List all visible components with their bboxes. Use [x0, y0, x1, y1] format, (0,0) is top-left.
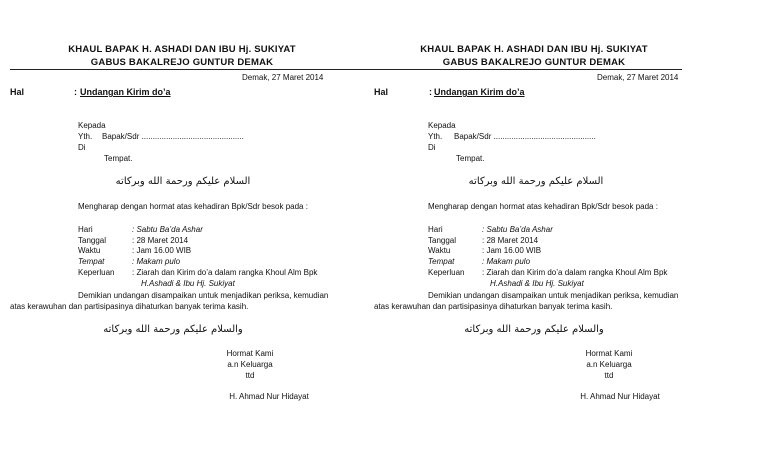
- recipient-tempat: Tempat.: [104, 154, 133, 163]
- closing-salam: والسلام عليكم ورحمة الله وبركاته: [464, 324, 604, 335]
- detail-value-keperluan: : Ziarah dan Kirim do’a dalam rangka Khoul Alm Bpk: [132, 268, 318, 277]
- closing-line-1: Demikian undangan disampaikan untuk menjadikan periksa, kemudian: [78, 291, 329, 300]
- detail-label-tempat: Tempat: [428, 257, 455, 266]
- closing-salam: والسلام عليكم ورحمة الله وبركاته: [103, 324, 243, 335]
- invitation-letter-right: [364, 0, 724, 466]
- closing-line-2: atas kerawuhan dan partisipasinya dihaturkan banyak terima kasih.: [374, 302, 613, 311]
- detail-label-tanggal: Tanggal: [78, 236, 107, 245]
- recipient-kepada: Kepada: [78, 121, 106, 130]
- signature-an-keluarga: a.n Keluarga: [586, 360, 632, 369]
- recipient-di: Di: [428, 143, 436, 152]
- opening-salam: السلام عليكم ورحمة الله وبركاته: [115, 176, 251, 187]
- signer-name: H. Ahmad Nur Hidayat: [229, 392, 309, 401]
- recipient-yth-label: Yth.: [78, 132, 93, 141]
- detail-label-waktu: Waktu: [78, 246, 101, 255]
- signer-name: H. Ahmad Nur Hidayat: [580, 392, 660, 401]
- detail-value-keperluan: : Ziarah dan Kirim do’a dalam rangka Khoul Alm Bpk: [482, 268, 668, 277]
- recipient-kepada: Kepada: [428, 121, 456, 130]
- subject-value: Undangan Kirim do’a: [434, 87, 525, 97]
- detail-value-keperluan-cont: H.Ashadi & Ibu Hj. Sukiyat: [141, 279, 235, 288]
- detail-label-keperluan: Keperluan: [78, 268, 115, 277]
- recipient-yth-label: Yth.: [428, 132, 443, 141]
- detail-value-waktu: : Jam 16.00 WIB: [132, 246, 192, 255]
- detail-value-tempat: : Makam pulo: [132, 257, 181, 266]
- subject-colon: :: [74, 87, 77, 97]
- invitation-letter-left: [10, 0, 370, 466]
- signature-hormat: Hormat Kami: [585, 349, 633, 358]
- letter-date: Demak, 27 Maret 2014: [597, 73, 679, 82]
- signature-hormat: Hormat Kami: [226, 349, 274, 358]
- intro-text: Mengharap dengan hormat atas kehadiran Bpk/Sdr besok pada :: [428, 202, 658, 211]
- subject-label: Hal: [374, 87, 389, 97]
- detail-value-tanggal: : 28 Maret 2014: [482, 236, 539, 245]
- letter-header-title: KHAUL BAPAK H. ASHADI DAN IBU Hj. SUKIYAT: [68, 44, 296, 55]
- intro-text: Mengharap dengan hormat atas kehadiran Bpk/Sdr besok pada :: [78, 202, 308, 211]
- letter-header-address: GABUS BAKALREJO GUNTUR DEMAK: [90, 57, 274, 68]
- detail-label-hari: Hari: [428, 225, 443, 234]
- detail-value-tempat: : Makam pulo: [482, 257, 531, 266]
- recipient-yth-value: Bapak/Sdr ..............................................: [454, 132, 596, 141]
- detail-label-waktu: Waktu: [428, 246, 451, 255]
- signature-ttd: ttd: [245, 371, 255, 380]
- detail-value-tanggal: : 28 Maret 2014: [132, 236, 189, 245]
- closing-line-2: atas kerawuhan dan partisipasinya dihaturkan banyak terima kasih.: [10, 302, 249, 311]
- detail-label-tanggal: Tanggal: [428, 236, 457, 245]
- letter-header-address: GABUS BAKALREJO GUNTUR DEMAK: [442, 57, 626, 68]
- header-divider: [364, 69, 682, 70]
- detail-value-hari: : Sabtu Ba’da Ashar: [482, 225, 553, 234]
- recipient-di: Di: [78, 143, 86, 152]
- signature-ttd: ttd: [604, 371, 614, 380]
- detail-value-keperluan-cont: H.Ashadi & Ibu Hj. Sukiyat: [490, 279, 584, 288]
- opening-salam: السلام عليكم ورحمة الله وبركاته: [468, 176, 604, 187]
- detail-label-tempat: Tempat: [78, 257, 105, 266]
- detail-value-hari: : Sabtu Ba’da Ashar: [132, 225, 203, 234]
- header-divider: [10, 69, 364, 70]
- closing-line-1: Demikian undangan disampaikan untuk menjadikan periksa, kemudian: [428, 291, 679, 300]
- detail-label-keperluan: Keperluan: [428, 268, 465, 277]
- letter-header-title: KHAUL BAPAK H. ASHADI DAN IBU Hj. SUKIYAT: [420, 44, 648, 55]
- subject-value: Undangan Kirim do’a: [80, 87, 171, 97]
- letter-date: Demak, 27 Maret 2014: [242, 73, 324, 82]
- detail-value-waktu: : Jam 16.00 WIB: [482, 246, 542, 255]
- detail-label-hari: Hari: [78, 225, 93, 234]
- subject-colon: :: [429, 87, 432, 97]
- subject-label: Hal: [10, 87, 25, 97]
- recipient-yth-value: Bapak/Sdr ..............................................: [102, 132, 244, 141]
- signature-an-keluarga: a.n Keluarga: [227, 360, 273, 369]
- recipient-tempat: Tempat.: [456, 154, 485, 163]
